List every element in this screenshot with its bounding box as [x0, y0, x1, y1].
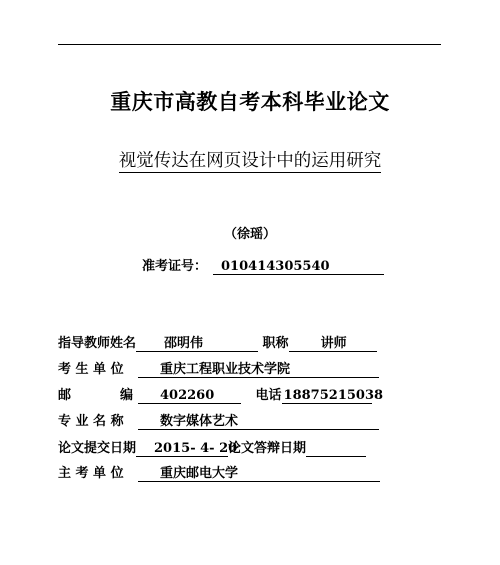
exam-unit-row — [58, 466, 380, 482]
advisor-label: 指导教师姓名 — [58, 336, 137, 351]
main-title: 重庆市高教自考本科毕业论文 — [110, 89, 390, 114]
postcode-label-1: 邮 — [58, 388, 72, 403]
postcode-row — [58, 388, 384, 404]
advisor-value: 邵明伟 — [136, 336, 258, 352]
submit-date-label: 论文提交日期 — [58, 441, 137, 456]
major-label: 专 业 名 称 — [58, 414, 124, 429]
submit-date-value: 2015- 4- 20 — [136, 441, 228, 457]
school-value: 重庆工程职业技术学院 — [138, 362, 379, 378]
postcode-label-2: 编 — [120, 388, 134, 403]
phone-label: 电话 — [255, 388, 282, 403]
postcode-value: 402260 — [138, 388, 241, 404]
phone-value: 18875215038 — [283, 388, 384, 403]
title-label: 职称 — [262, 336, 289, 351]
school-row — [58, 362, 379, 378]
header-rule — [58, 44, 441, 45]
dates-row — [58, 440, 366, 457]
defense-date-label: 论文答辩日期 — [228, 441, 307, 456]
exam-id-value: 010414305540 — [213, 259, 384, 275]
major-row — [58, 414, 379, 430]
exam-unit-value: 重庆邮电大学 — [138, 466, 380, 482]
title-value: 讲师 — [289, 336, 377, 352]
author-name: （徐瑶） — [223, 227, 276, 242]
school-label: 考 生 单 位 — [58, 362, 124, 377]
advisor-row — [58, 336, 377, 352]
thesis-title-text: 视觉传达在网页设计中的运用研究 — [118, 151, 382, 171]
defense-date-value — [306, 440, 366, 457]
exam-id-label: 准考证号： — [142, 259, 208, 274]
exam-unit-label: 主 考 单 位 — [58, 466, 124, 481]
thesis-title — [0, 147, 500, 172]
major-value: 数字媒体艺术 — [138, 414, 379, 430]
exam-id-row — [142, 255, 384, 275]
